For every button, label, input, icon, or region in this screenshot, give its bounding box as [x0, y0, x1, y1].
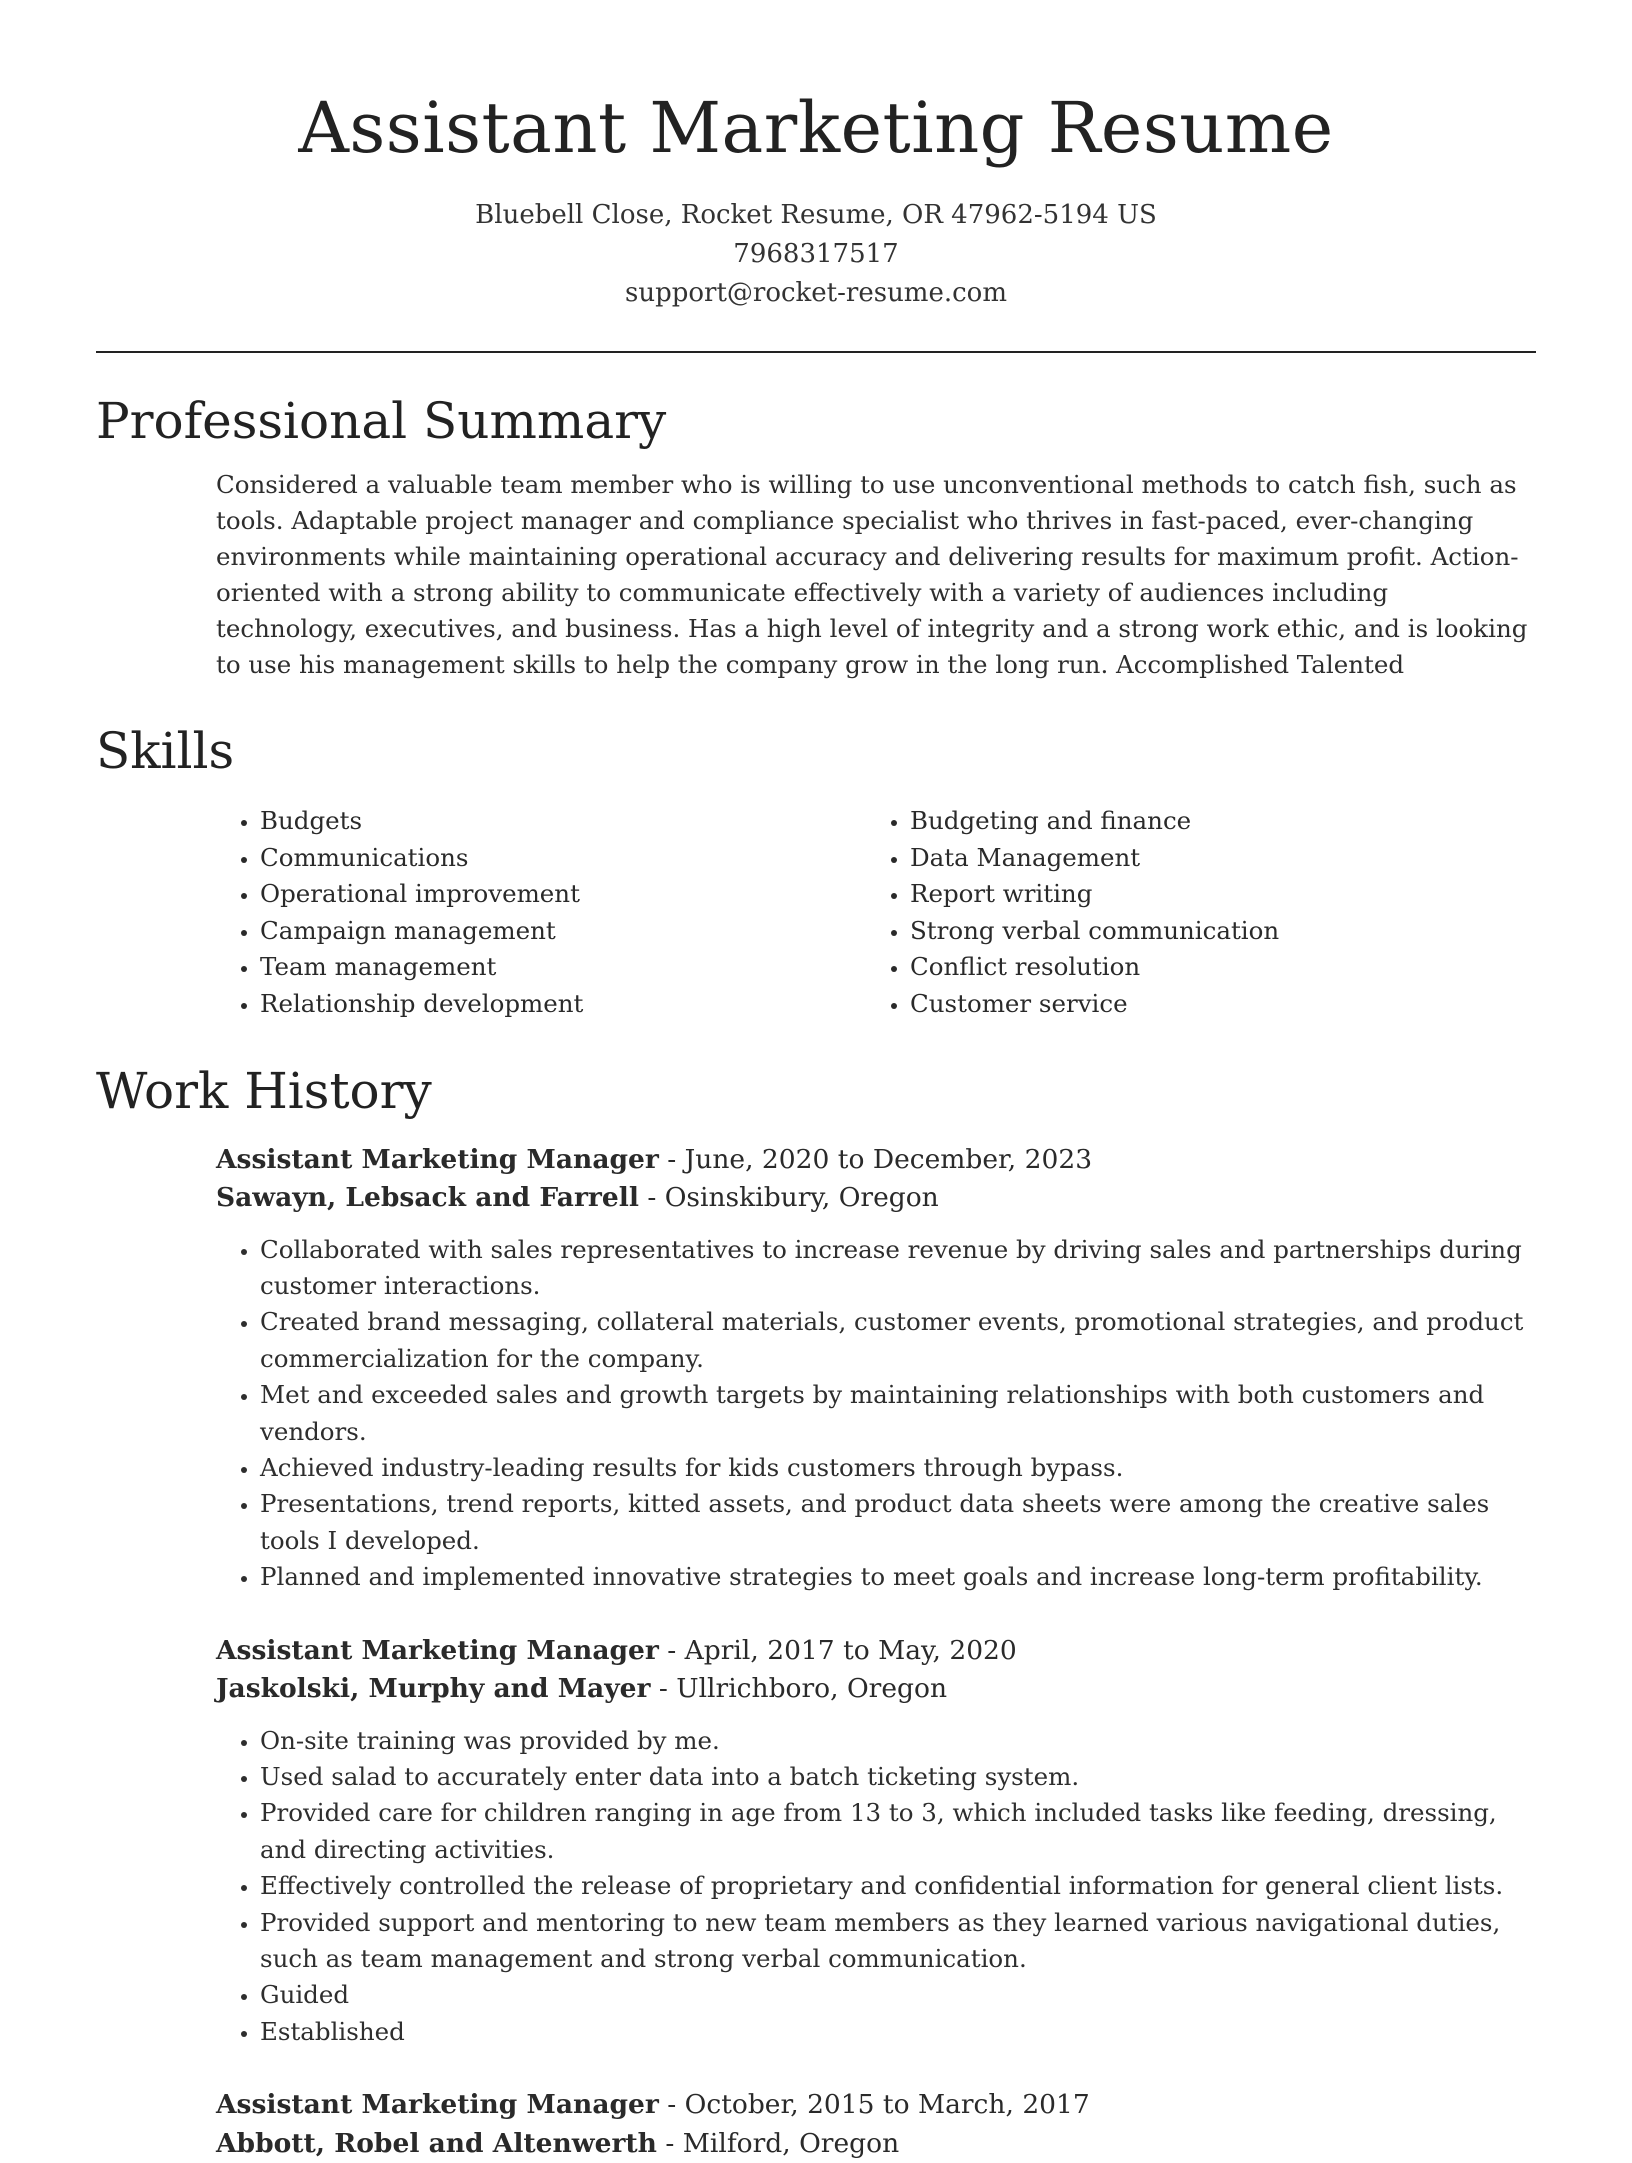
job-role-line: [216, 1141, 1536, 1180]
job-role: Assistant Marketing Manager: [216, 1634, 659, 1666]
job-bullet: • Achieved industry-leading results for kids customers through bypass.: [260, 1450, 1536, 1486]
job-bullet: • Provided care for children ranging in age from 13 to 3, which included tasks like feeding, dressing, and directing activities.: [260, 1795, 1536, 1868]
skill-item: • Operational improvement: [260, 876, 866, 913]
job-dates: - June, 2020 to December, 2023: [658, 1143, 1093, 1175]
skill-item: • Budgeting and finance: [910, 803, 1516, 840]
job-bullet: • Collaborated with sales representatives to increase revenue by driving sales and partnerships during customer interactions.: [260, 1232, 1536, 1305]
skill-item: • Team management: [260, 949, 866, 986]
job-entry: [216, 2086, 1536, 2163]
job-role: Assistant Marketing Manager: [216, 1143, 659, 1175]
skills-column-right: [866, 803, 1516, 1023]
skills-section: [96, 721, 1536, 1023]
email: support@rocket-resume.com: [624, 278, 1007, 308]
skill-item: • Conflict resolution: [910, 949, 1516, 986]
job-dates: - October, 2015 to March, 2017: [658, 2089, 1090, 2121]
job-bullet: • Effectively controlled the release of proprietary and confidential information for general client lists.: [260, 1868, 1536, 1904]
resume-title: Assistant Marketing Resume: [298, 87, 1334, 169]
contact-info: [96, 196, 1536, 313]
skill-item: • Relationship development: [260, 986, 866, 1023]
job-bullet: • Met and exceeded sales and growth targets by maintaining relationships with both customers and vendors.: [260, 1377, 1536, 1450]
job-entry: [216, 1632, 1536, 2051]
resume-page: [96, 0, 1536, 2163]
work-history-section: [96, 1061, 1536, 2163]
job-company-line: [216, 1670, 1536, 1709]
job-company-line: [216, 2125, 1536, 2163]
job-location: - Ullrichboro, Oregon: [650, 1673, 948, 1705]
skills-heading: Skills: [96, 722, 235, 780]
work-history-heading: Work History: [96, 1061, 432, 1120]
phone: 7968317517: [733, 239, 899, 269]
job-entry: [216, 1141, 1536, 1596]
job-dates: - April, 2017 to May, 2020: [658, 1634, 1017, 1666]
job-bullet: • Established: [260, 2014, 1536, 2050]
job-bullets: [216, 1232, 1536, 1596]
skill-item: • Data Management: [910, 840, 1516, 877]
job-company: Sawayn, Lebsack and Farrell: [216, 1182, 639, 1214]
skill-item: • Customer service: [910, 986, 1516, 1023]
resume-header: [96, 0, 1536, 313]
skill-item: • Strong verbal communication: [910, 913, 1516, 950]
skills-column-left: [216, 803, 866, 1023]
job-company-line: [216, 1179, 1536, 1218]
skill-item: • Communications: [260, 840, 866, 877]
job-bullet: • Provided support and mentoring to new team members as they learned various navigational duties, such as team management and strong verbal communication.: [260, 1905, 1536, 1978]
job-company: Jaskolski, Murphy and Mayer: [216, 1673, 651, 1705]
job-bullet: • Created brand messaging, collateral materials, customer events, promotional strategies, and product commercialization for the company.: [260, 1304, 1536, 1377]
job-location: - Osinskibury, Oregon: [638, 1182, 939, 1214]
job-role-line: [216, 1632, 1536, 1671]
job-role-line: [216, 2086, 1536, 2125]
job-bullet: • Presentations, trend reports, kitted assets, and product data sheets were among the creative sales tools I developed.: [260, 1486, 1536, 1559]
skill-item: • Campaign management: [260, 913, 866, 950]
job-bullet: • Used salad to accurately enter data into a batch ticketing system.: [260, 1759, 1536, 1795]
job-bullet: • Guided: [260, 1977, 1536, 2013]
job-location: - Milford, Oregon: [656, 2127, 900, 2159]
skill-item: • Budgets: [260, 803, 866, 840]
summary-text: Considered a valuable team member who is willing to use unconventional methods to catch fish, such as tools. Adaptable project manager and compliance specialist who thrives in fast-paced, ever-changing environments while maintaining operational accuracy and delivering results for maximum profit. Action-oriented with a strong ability to communicate effectively with a variety of audiences including technology, executives, and business. Has a high level of integrity and a strong work ethic, and is looking to use his management skills to help the company grow in the long run. Accomplished Talented: [216, 470, 1528, 679]
header-divider: [96, 351, 1536, 353]
summary-section: [96, 391, 1536, 683]
address: Bluebell Close, Rocket Resume, OR 47962-5194 US: [475, 200, 1157, 230]
job-bullets: [216, 1723, 1536, 2051]
summary-heading: Professional Summary: [96, 392, 667, 450]
job-bullet: • Planned and implemented innovative strategies to meet goals and increase long-term profitability.: [260, 1559, 1536, 1595]
job-role: Assistant Marketing Manager: [216, 2089, 659, 2121]
job-company: Abbott, Robel and Altenwerth: [216, 2127, 657, 2159]
skills-list: [216, 803, 1536, 1023]
job-bullet: • On-site training was provided by me.: [260, 1723, 1536, 1759]
skill-item: • Report writing: [910, 876, 1516, 913]
